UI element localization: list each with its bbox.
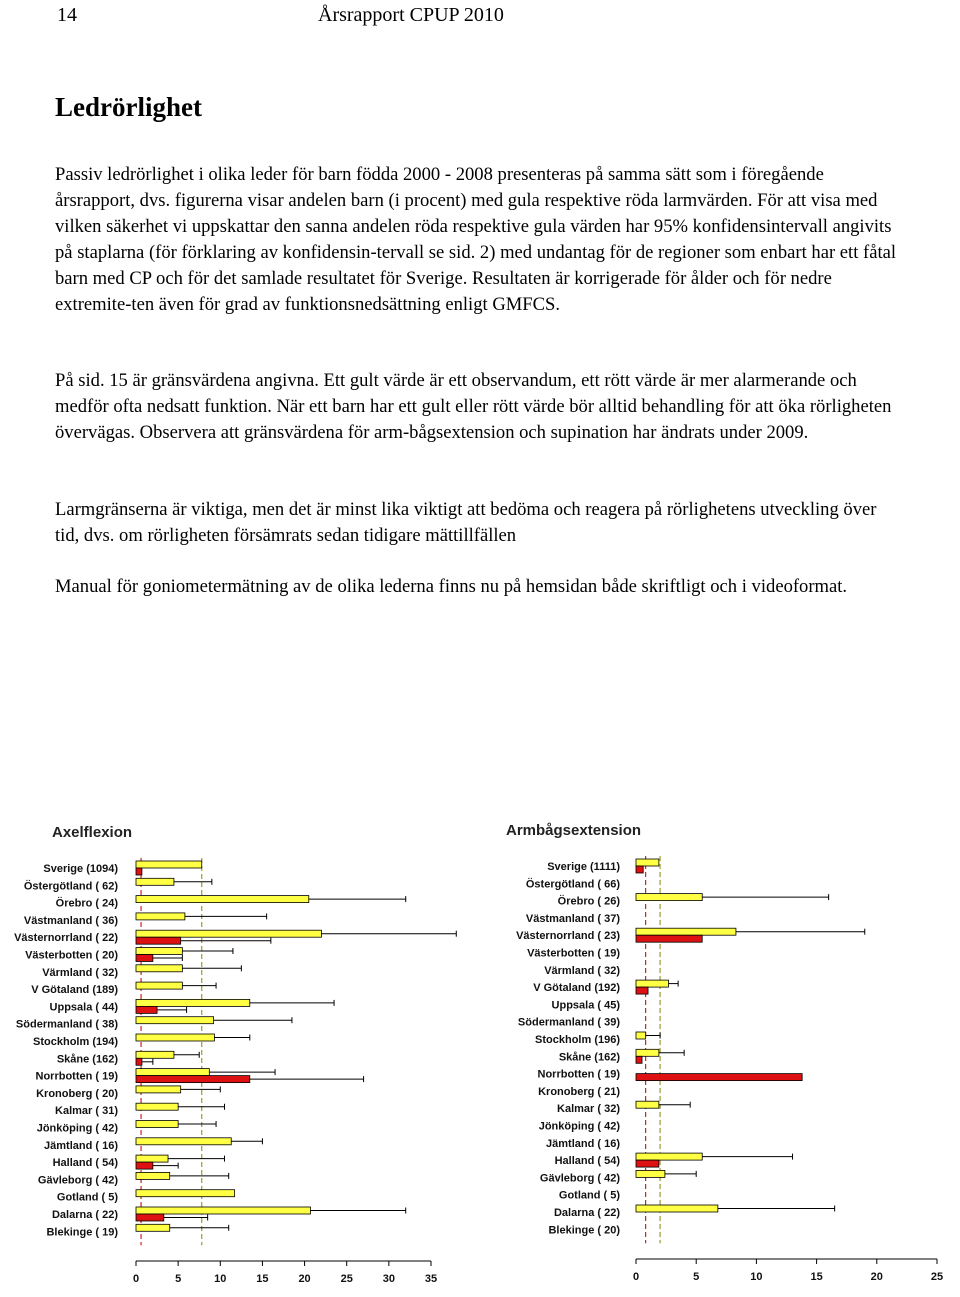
red-bar [636,1056,642,1063]
section-heading: Ledrörlighet [55,92,202,122]
category-label: Kronoberg ( 20) [36,1087,118,1100]
x-tick-label: 30 [382,1273,395,1285]
page-number: 14 [57,4,77,26]
yellow-bar [136,1086,181,1093]
category-label: Norrbotten ( 19) [537,1068,620,1081]
x-tick-label: 25 [340,1273,353,1285]
category-label: Blekinge ( 20) [548,1224,620,1237]
category-label: Kalmar ( 32) [557,1103,620,1116]
x-tick-label: 0 [632,1271,640,1283]
red-bar [636,1160,659,1167]
red-bar [136,868,142,875]
x-tick-label: 15 [256,1273,269,1285]
chart-title: Armbågsextension [506,822,642,839]
category-label: Stockholm (194) [33,1036,118,1048]
category-label: Västerbotten ( 19) [527,947,620,960]
yellow-bar [136,1138,231,1145]
red-bar [636,1074,802,1081]
category-label: Jämtland ( 16) [44,1139,118,1152]
category-label: Jönköping ( 42) [36,1122,118,1135]
category-label: Uppsala ( 44) [49,1001,118,1014]
category-label: Skåne (162) [56,1053,118,1066]
red-bar [636,866,643,873]
x-tick-label: 5 [693,1271,700,1283]
yellow-bar [136,1034,214,1041]
category-label: Dalarna ( 22) [553,1207,620,1219]
category-label: Örebro ( 24) [55,897,118,910]
chart-armbagsextension [490,810,960,1292]
category-label: Uppsala ( 45) [551,999,620,1012]
yellow-bar [136,1224,170,1231]
yellow-bar [636,1205,718,1212]
yellow-bar [136,948,182,955]
category-label: Gävleborg ( 42) [37,1174,118,1187]
chart-armbagsextension-svg [490,810,960,1292]
yellow-bar [136,861,202,868]
yellow-bar [136,1017,214,1024]
yellow-bar [636,1032,646,1039]
category-label: Örebro ( 26) [557,895,620,908]
yellow-bar [636,1170,665,1177]
paragraph-intro: Passiv ledrörlighet i olika leder för barn födda 2000 - 2008 presenteras på samma sätt som i föregående årsrapport, dvs. figurerna visar andelen barn (i procent) med gula respektive röda larmvärden. För att visa med vilken säkerhet vi uppskattar den sanna andelen röda respektive gula värden har 95% konfidensintervall angivits på staplarna (för förklaring av konfidensin-tervall se sid. 2) med undantag för de regioner som enbart har ett fåtal barn med CP och för det samlade resultatet för Sverige. Resultaten är korrigerade för ålder och för nedre extremite-ten även för grad av funktionsnedsättning enligt GMFCS. [55,164,897,315]
chart-axelflexion [0,810,470,1292]
red-bar [136,1058,142,1065]
red-bar [136,937,181,944]
category-label: Södermanland ( 39) [517,1016,620,1029]
x-tick-label: 25 [930,1271,944,1283]
red-bar [136,1162,153,1169]
yellow-bar [136,913,185,920]
paragraph-manual: Manual för goniometermätning av de olika lederna finns nu på hemsidan både skriftligt och i videoformat. [55,576,848,597]
yellow-bar [136,965,182,972]
category-label: Sverige (1111) [547,861,620,873]
red-bar [136,1006,157,1013]
category-label: Halland ( 54) [52,1157,118,1170]
yellow-bar [136,1172,170,1179]
yellow-bar [136,878,174,885]
yellow-bar [636,859,659,866]
category-label: Östergötland ( 62) [23,880,118,893]
yellow-bar [136,1155,168,1162]
category-label: V Götaland (192) [533,982,620,995]
yellow-bar [136,1190,235,1197]
yellow-bar [136,1103,178,1110]
red-bar [136,1076,250,1083]
category-label: Västernorrland ( 22) [14,932,118,945]
yellow-bar [136,982,182,989]
yellow-bar [636,1153,702,1160]
yellow-bar [136,1207,310,1214]
red-bar [636,935,702,942]
x-tick-label: 0 [132,1273,140,1285]
category-label: Skåne (162) [558,1051,620,1064]
yellow-bar [136,1051,174,1058]
category-label: Gotland ( 5) [56,1191,118,1204]
category-label: Kalmar ( 31) [55,1105,118,1118]
yellow-bar [636,1049,659,1056]
yellow-bar [636,928,736,935]
yellow-bar [136,896,309,903]
yellow-bar [636,980,669,987]
chart-axelflexion-svg [0,810,470,1292]
category-label: Norrbotten ( 19) [35,1070,118,1083]
x-tick-label: 35 [424,1273,438,1285]
red-bar [136,955,153,962]
running-title: Årsrapport CPUP 2010 [318,4,504,26]
category-label: Sverige (1094) [43,863,118,875]
paragraph-alarm: Larmgränserna är viktiga, men det är minst lika viktigt att bedöma och reagera på rörlighetens utveckling över tid, dvs. om rörligheten försämrats sedan tidigare mättillfällen [55,499,877,546]
category-label: Södermanland ( 38) [15,1018,118,1031]
category-label: Östergötland ( 66) [525,878,620,891]
category-label: Halland ( 54) [554,1155,620,1168]
x-tick-label: 10 [214,1273,227,1285]
category-label: Värmland ( 32) [42,966,118,979]
category-label: Västerbotten ( 20) [25,949,118,962]
yellow-bar [136,1069,209,1076]
yellow-bar [136,930,321,937]
paragraph-limits: På sid. 15 är gränsvärdena angivna. Ett gult värde är ett observandum, ett rött värde är mer alarmerande och medför ofta nedsatt funktion. När ett barn har ett gult eller rött värde bör alltid behandling för att öka rörligheten övervägas. Observera att gränsvärdena för arm-bågsextension och supination har ändrats under 2009. [55,370,892,443]
category-label: Jämtland ( 16) [546,1137,620,1150]
yellow-bar [136,1121,178,1128]
category-label: Värmland ( 32) [544,964,620,977]
category-label: Västmanland ( 36) [23,914,118,927]
red-bar [136,1214,164,1221]
category-label: Kronoberg ( 21) [538,1085,620,1098]
page-header [0,0,960,40]
x-tick-label: 20 [870,1271,883,1283]
figure-joint-mobility [0,810,960,1292]
yellow-bar [636,894,702,901]
x-tick-label: 20 [298,1273,311,1285]
red-bar [636,987,648,994]
x-tick-label: 15 [810,1271,823,1283]
yellow-bar [636,1101,659,1108]
x-tick-label: 10 [750,1271,763,1283]
x-tick-label: 5 [175,1273,182,1285]
category-label: Västmanland ( 37) [525,912,620,925]
category-label: Jönköping ( 42) [538,1120,620,1133]
category-label: Västernorrland ( 23) [516,930,620,943]
category-label: Blekinge ( 19) [46,1226,118,1239]
category-label: Gävleborg ( 42) [539,1172,620,1185]
category-label: Dalarna ( 22) [51,1209,118,1221]
category-label: V Götaland (189) [31,984,118,997]
yellow-bar [136,999,250,1006]
category-label: Stockholm (196) [535,1034,620,1046]
chart-title: Axelflexion [52,824,133,841]
category-label: Gotland ( 5) [558,1189,620,1202]
